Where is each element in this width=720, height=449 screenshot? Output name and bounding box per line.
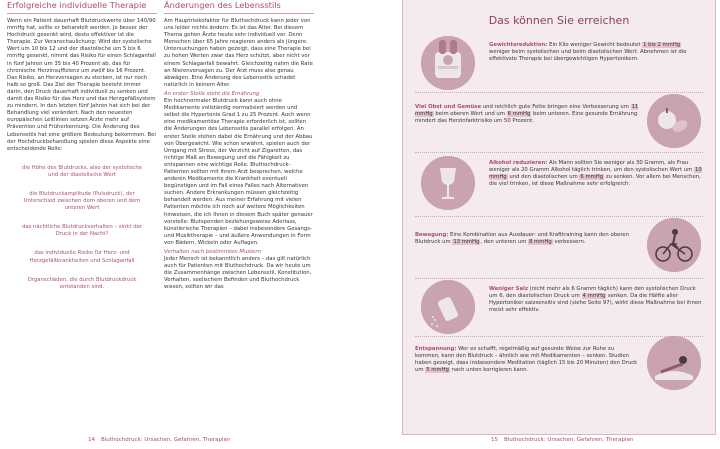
running-title: Bluthochdruck: Ursachen, Gefahren, Therapien xyxy=(101,437,231,443)
tip-weight: Gewichtsreduktion: Ein Kilo weniger Gewicht bedeutet 1 bis 2 mmHg weniger beim systolischen und beim diastolischen Wert. Abnehmen ist die effektivste Therapie bei übergewichtigen Hypertonikern. xyxy=(489,42,687,63)
paragraph-therapy: Wenn ein Patient dauerhaft Blutdruckwerte über 140/90 mmHg hat, sollte er behandelt werden. Je besser der Hochdruck gesenkt wird, desto effektiver ist die Therapie. Zur Veranschaulichung: Wird der systolische Wert um 10 bis 12 und der diastolische um 5 bis 6 mmHg gesenkt, nimmt das Risiko für einen Schlaganfall in fünf Jahren um 35 bis 40 Prozent ab, das für chronische Herzinsuffizienz um zwölf bis 16 Prozent. Das Risiko, an Herzversagen zu sterben, ist nur noch halb so groß. Das Ziel der Therapie besteht immer darin, den Druck dauerhaft individuell zu senken und damit das Risiko für das Herz und das Herzgefäßsystem zu mindern. In den letzten fünf Jahren hat sich bei der Behandlung viel verändert. Nach den neuesten europäischen Leitlinien setzen Ärzte mehr auf Prävention und Früherkennung. Die Änderung des Lebensstils hat eine größere Bedeutung bekommen. Bei der Hochdruckbehandlung spielen diese Aspekte eine entscheidende Rolle: xyxy=(7,18,156,152)
fruit-icon xyxy=(647,94,701,148)
paragraph-patterns: Jeder Mensch ist bekanntlich anders – das gilt natürlich auch für Patienten mit Bluthochdruck. Da wir heute um die Zusammenhänge zwischen Lebensstil, Konstitution, Verhalten, seelischem Befinden und Bluthochdruck wissen, sollten wir das xyxy=(164,256,312,291)
left-column-1 xyxy=(7,0,157,303)
tips-box xyxy=(402,0,716,435)
tip-salt: Weniger Salz (nicht mehr als 6 Gramm täglich) kann den systolischen Druck um 6, den diastolischen Druck um 4 mmHg senken. Da die Hälfte aller Hypertoniker salzsensitiv sind (siehe Seite 97), wirkt diese Maßnahme bei ihnen meist sehr effektiv. xyxy=(489,286,702,314)
relaxing-person-icon xyxy=(647,336,701,390)
subheading-nutrition: An erster Stelle steht die Ernährung xyxy=(164,90,260,97)
wine-glass-icon xyxy=(421,156,475,210)
list-item: das individuelle Risiko für Herz- und Herzgefäßkrankheiten und Schlaganfall xyxy=(29,250,135,264)
tip-exercise: Bewegung: Eine Kombination aus Ausdauer- und Krafttraining kann den oberen Blutdruck um 13 mmHg, den unteren um 8 mmHg verbessern. xyxy=(415,232,630,246)
tip-alcohol: Alkohol reduzieren: Als Mann sollten Sie weniger als 30 Gramm, als Frau weniger als 20 Gramm Alkohol täglich trinken, um den systolischen Wert um 10 mmHg und den diastolischen um 6 mmHg zu senken. Vor allem bei Menschen, die viel trinken, ist diese Maßnahme sehr erfolgreich. xyxy=(489,160,702,188)
aspects-list xyxy=(7,165,157,291)
divider xyxy=(415,152,703,153)
divider xyxy=(415,278,703,279)
paragraph-age: Am Hauptrisikofaktor für Bluthochdruck kann jeder von uns leider nichts ändern: Es ist das Alter. Bei diesem Thema gehen Ärzte heute sehr individuell vor. Denn Menschen über 65 Jahre reagieren anders als jüngere. Untersuchungen haben gezeigt, dass eine Therapie bei zu hohen Werten zwar das Herz schützt, aber nicht vor einem Schlaganfall bewahrt. Gleichzeitig nahm die Rate an Nierenversagen zu. Der Arzt muss also genau abwägen. Eine Änderung des Lebensstils schadet natürlich in keinem Alter. xyxy=(164,18,313,88)
tip-relaxation: Entspannung: Wer es schafft, regelmäßig auf gesunde Weise zur Ruhe zu kommen, kann den Blutdruck – ähnlich wie mit Medikamenten – senken. Studien haben gezeigt, dass insbesondere Meditation (täglich 15 bis 20 Minuten) den Druck um 5 mmHg nach unten korrigieren kann. xyxy=(415,346,638,374)
tip-nutrition: Viel Obst und Gemüse und reichlich gute Fette bringen eine Verbesserung um 11 mmHg beim oberen Wert und um 6 mmHg beim unteren. Eine gesunde Ernährung mindert das Herzinfarktrisiko um 50 Prozent. xyxy=(415,104,639,125)
cyclist-icon xyxy=(647,218,701,272)
scale-icon xyxy=(421,36,475,90)
list-item: die Höhe des Blutdrucks, also der systolische und der diastolische Wert xyxy=(22,164,142,178)
heading-individual-therapy: Erfolgreiche individuelle Therapie xyxy=(7,0,157,14)
divider xyxy=(415,216,703,217)
divider xyxy=(415,92,703,93)
list-item: Organschäden, die durch Blutdruckdruck entstanden sind. xyxy=(27,276,137,290)
subheading-patterns: Verhalten nach bestimmten Mustern xyxy=(164,249,261,255)
salt-shaker-icon xyxy=(421,280,475,334)
page-number: 14 xyxy=(88,437,95,443)
left-column-2 xyxy=(164,0,314,292)
heading-lifestyle: Änderungen des Lebensstils xyxy=(164,0,314,14)
list-item: die Blutdruckamplitude (Pulsdruck), der Unterschied zwischen dem oberen und dem unteren Wert xyxy=(23,190,141,212)
list-item: das nächtliche Blutdruckverhalten – sinkt der Druck in der Nacht? xyxy=(21,224,143,238)
running-title: Bluthochdruck: Ursachen, Gefahren, Therapien xyxy=(504,437,634,443)
footer-left xyxy=(88,437,230,443)
footer-right xyxy=(491,437,633,443)
box-title: Das können Sie erreichen xyxy=(488,14,630,27)
page-number: 15 xyxy=(491,437,498,443)
divider xyxy=(415,336,703,337)
paragraph-nutrition: Ein hochnormaler Blutdruck kann auch ohne Medikamente vollständig normalisiert werden und selbst die Hypertonie Grad 1 zu 25 Prozent. Auch wenn eine medikamentöse Therapie erforderlich ist, sollten die Änderungen des Lebensstils parallel erfolgen. An erster Stelle stehen dabei die Ernährung und der Abbau von Übergewicht. Wie schon erwähnt, spielen auch der Umgang mit Stress, der Verzicht auf Zigaretten, das richtige Maß an Bewegung und die Fähigkeit zu entspannen eine wichtige Rolle. Bluthochdruck-Patienten sollten mit ihrem Arzt besprechen, welche anderen Medikamente die Krankheit eventuell begünstigen und im Fall eines Falles nach Alternativen suchen. Andere Erkrankungen müssen gleichzeitig behandelt werden. Aus meiner Erfahrung mit vielen Patienten möchte ich noch auf weitere Möglichkeiten hinweisen, die ich Ihnen in diesem Buch später genauer vorstelle: Blutspenden beziehungsweise Aderlass, künstlerische Therapien – dabei insbesondere Gesangs- und Musiktherapie – und äußere Anwendungen in Form von Bädern, Wickeln oder Auflagen. xyxy=(164,98,313,246)
